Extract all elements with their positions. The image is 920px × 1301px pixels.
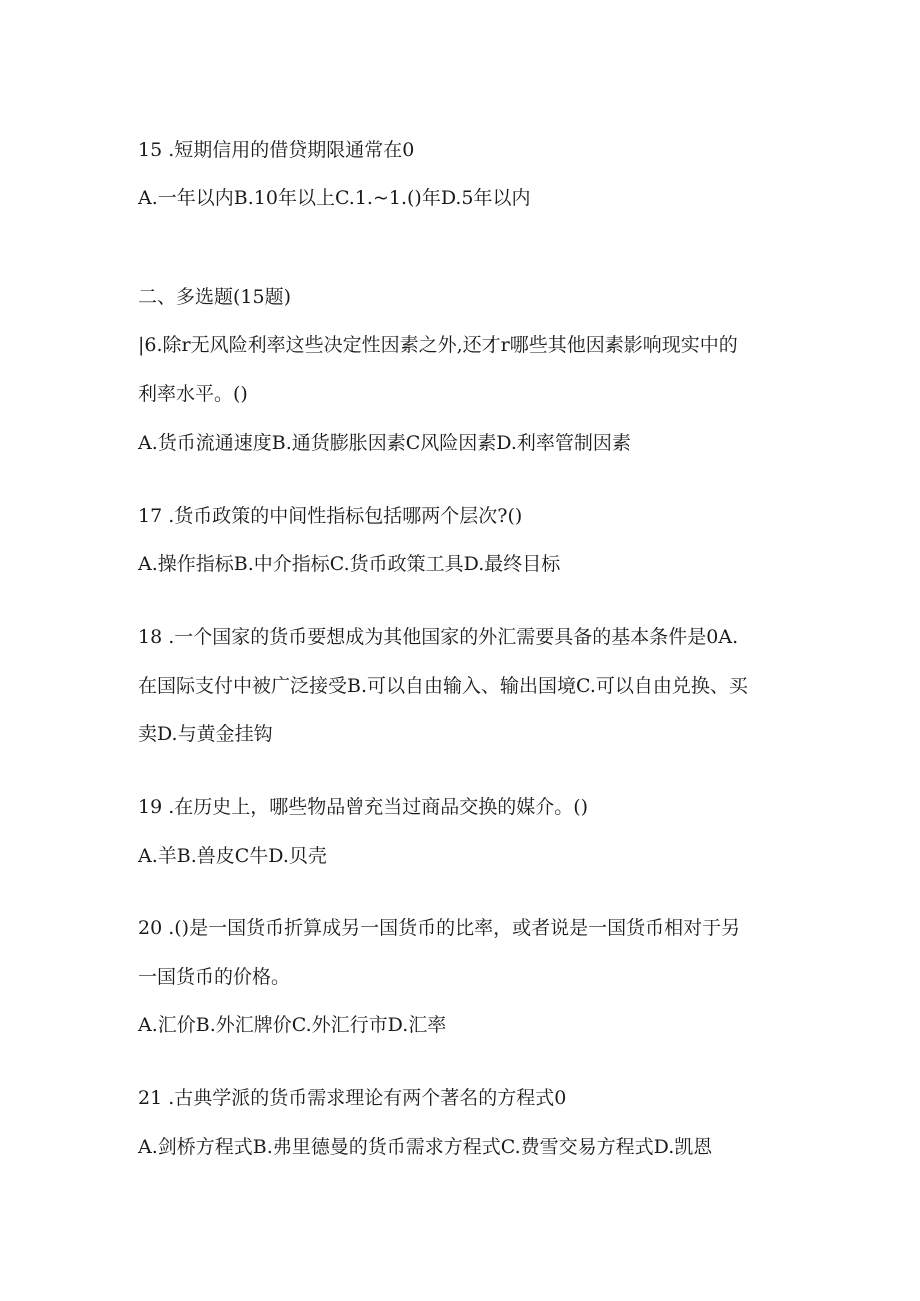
question-18: 18 .一个国家的货币要想成为其他国家的外汇需要具备的基本条件是0A. (138, 626, 739, 648)
question-17: 17 .货币政策的中间性指标包括哪两个层次?() (138, 505, 523, 527)
question-17-options: A.操作指标B.中介指标C.货币政策工具D.最终目标 (138, 553, 561, 575)
question-20-continuation: 一国货币的价格。 (138, 966, 291, 988)
question-15-options: A.一年以内B.10年以上C.1.~1.()年D.5年以内 (138, 187, 531, 209)
question-21: 21 .古典学派的货币需求理论有两个著名的方程式0 (138, 1087, 567, 1109)
section-heading-multiple-choice: 二、多选题(15题) (138, 286, 292, 308)
question-20: 20 .()是一国货币折算成另一国货币的比率，或者说是一国货币相对于另 (138, 917, 741, 939)
question-16-continuation: 利率水平。() (138, 383, 248, 405)
question-20-options: A.汇价B.外汇牌价C.外汇行市D.汇率 (138, 1014, 447, 1036)
question-18-continuation-1: 在国际支付中被广泛接受B.可以自由输入、输出国境C.可以自由兑换、买 (138, 675, 748, 697)
question-16: |6.除r无风险利率这些决定性因素之外,还才r哪些其他因素影响现实中的 (138, 334, 738, 356)
question-19-options: A.羊B.兽皮C牛D.贝壳 (138, 845, 327, 867)
question-19: 19 .在历史上，哪些物品曾充当过商品交换的媒介。() (138, 796, 589, 818)
question-15: 15 .短期信用的借贷期限通常在0 (138, 139, 415, 161)
question-16-options: A.货币流通速度B.通货膨胀因素C风险因素D.利率管制因素 (138, 432, 631, 454)
question-18-continuation-2: 卖D.与黄金挂钩 (138, 723, 273, 745)
question-21-options: A.剑桥方程式B.弗里德曼的货币需求方程式C.费雪交易方程式D.凯恩 (138, 1136, 713, 1158)
